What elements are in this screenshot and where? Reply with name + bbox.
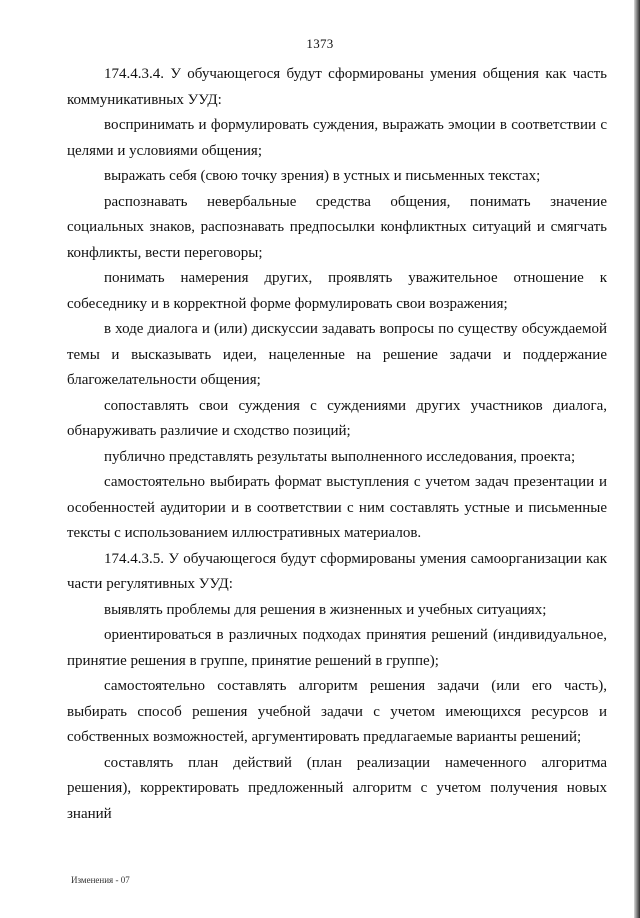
- paragraph: сопоставлять свои суждения с суждениями других участников диалога, обнаруживать различие и сходство позиций;: [67, 397, 607, 439]
- paragraph: распознавать невербальные средства общения, понимать значение социальных знаков, распознавать предпосылки конфликтных ситуаций и смягчать конфликты, вести переговоры;: [67, 193, 607, 261]
- paragraph: самостоятельно выбирать формат выступления с учетом задач презентации и особенностей аудитории и в соответствии с ним составлять устные и письменные тексты с использованием иллюстративных материалов.: [67, 474, 607, 541]
- paragraph: 174.4.3.5. У обучающегося будут сформированы умения самоорганизации как части регулятивных УУД:: [67, 550, 607, 592]
- paragraph: ориентироваться в различных подходах принятия решений (индивидуальное, принятие решения в группе, принятие решений в группе);: [67, 627, 607, 669]
- paragraph: составлять план действий (план реализации намеченного алгоритма решения), корректировать предложенный алгоритм с учетом получения новых знаний: [67, 754, 607, 822]
- paragraph: публично представлять результаты выполненного исследования, проекта;: [104, 448, 576, 465]
- footer-note: Изменения - 07: [71, 875, 130, 885]
- scan-edge-shadow: [634, 0, 640, 918]
- page-number: 1373: [306, 36, 334, 51]
- paragraph: самостоятельно составлять алгоритм решения задачи (или его часть), выбирать способ решения учебной задачи с учетом имеющихся ресурсов и собственных возможностей, аргументировать предлагаемые варианты решений;: [67, 678, 607, 745]
- paragraph: 174.4.3.4. У обучающегося будут сформированы умения общения как часть коммуникативных УУД:: [67, 66, 607, 108]
- paragraph: воспринимать и формулировать суждения, выражать эмоции в соответствии с целями и условиями общения;: [67, 117, 607, 159]
- paragraph: выявлять проблемы для решения в жизненных и учебных ситуациях;: [104, 601, 547, 618]
- document-body: [67, 62, 607, 827]
- paragraph: выражать себя (свою точку зрения) в устных и письменных текстах;: [104, 168, 541, 184]
- paragraph: в ходе диалога и (или) дискуссии задавать вопросы по существу обсуждаемой темы и высказывать идеи, нацеленные на решение задачи и поддержание благожелательности общения;: [67, 321, 607, 388]
- paragraph: понимать намерения других, проявлять уважительное отношение к собеседнику и в корректной форме формулировать свои возражения;: [67, 270, 607, 312]
